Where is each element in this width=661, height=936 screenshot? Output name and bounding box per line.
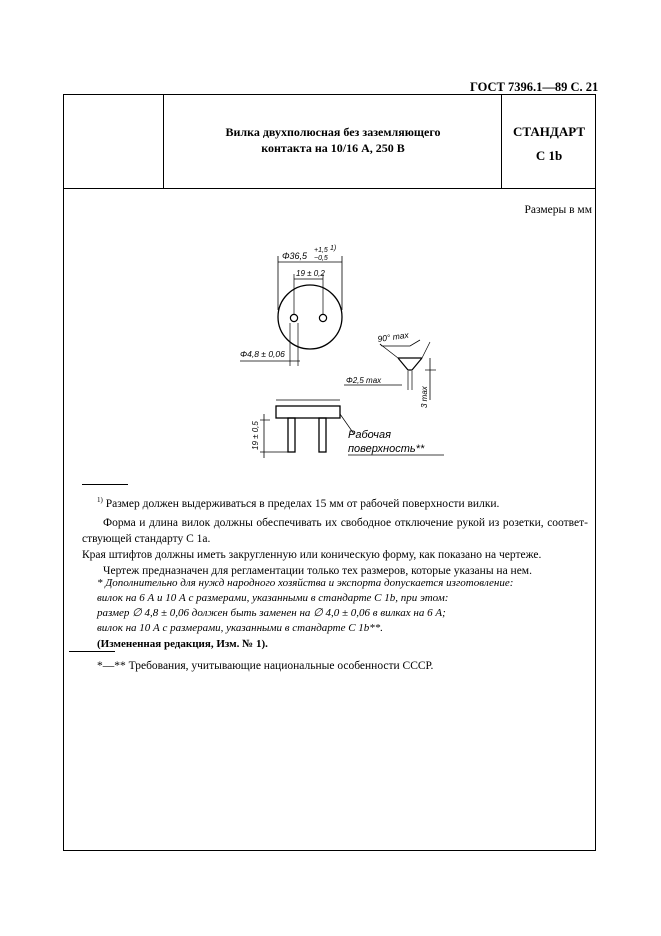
footnote-1 [97,492,587,512]
title-line-2: контакта на 10/16 А, 250 В [261,141,405,155]
plug-side-view [251,400,444,458]
diameter-label: Φ36,5 [282,251,308,261]
footnote-separator-2 [69,651,115,652]
standard-code: С 1b [535,148,563,163]
diameter-tol-upper: +1,5 [314,247,328,254]
pin-diameter-dimension [240,323,300,366]
working-surface-label-1: Рабочая [348,429,391,441]
working-surface-label-2: поверхность** [348,443,425,455]
angle-label: 90° max [376,329,410,344]
paragraph-line-3: Края штифтов должны иметь закругленную или коническую форму, как показано на чертеже. [82,549,542,561]
plug-face-outline [278,285,342,349]
pin-tip-detail [344,330,436,408]
footnote-1-marker: 1) [97,496,103,504]
footnote-separator [82,484,128,485]
additional-requirements-note [97,576,587,636]
diameter-footnote-mark: 1) [330,245,337,252]
title-block-divider-right [501,94,502,188]
pin-spacing-label: 19 ± 0,2 [296,269,325,278]
paragraph-line-4: Чертеж предназначен для регламентации только тех размеров, которые указаны на нем. [103,565,532,577]
tip-length-label: 3 max [420,386,429,408]
pin-spacing-dimension [294,269,325,314]
pin-diameter-label: Φ4,8 ± 0,06 [240,349,285,359]
footnote-1-text: Размер должен выдерживаться в пределах 15 мм от рабочей поверхности вилки. [105,497,500,510]
footnote-2: *—** Требования, учитывающие национальные особенности СССР. [97,660,434,672]
diameter-tol-lower: −0,5 [314,255,328,262]
italic-note-line-4: вилок на 10 А с размерами, указанными в стандарте С 1b**. [97,622,384,634]
pin-length-label: 19 ± 0,5 [251,421,260,450]
standard-designation [503,120,595,168]
pin-hole-left [290,314,297,321]
body-paragraphs [82,515,588,579]
units-note: Размеры в мм [524,204,592,216]
page-header-reference: ГОСТ 7396.1—89 С. 21 [470,80,599,94]
standard-label: СТАНДАРТ [512,124,585,139]
tip-diameter-label: Φ2,5 max [346,376,382,385]
pin-hole-right [319,314,326,321]
plug-technical-drawing [230,238,460,468]
document-title [165,124,501,156]
title-block-divider-left [163,94,164,188]
italic-note-line-2: вилок на 6 А и 10 А с размерами, указанными в стандарте С 1b, при этом: [97,592,449,604]
revision-note: (Измененная редакция, Изм. № 1). [97,638,268,650]
italic-note-line-1: * Дополнительно для нужд народного хозяйства и экспорта допускается изготовление: [97,577,514,589]
paragraph-line-2: ствующей стандарту С 1а. [82,533,211,545]
italic-note-line-3: размер ∅ 4,8 ± 0,06 должен быть заменен на ∅ 4,0 ± 0,06 в вилках на 6 А; [97,607,446,619]
title-line-1: Вилка двухполюсная без заземляющего [225,125,441,139]
paragraph-line-1: Форма и длина вилок должны обеспечивать их свободное отключение рукой из розетки, соответ- [103,517,588,529]
